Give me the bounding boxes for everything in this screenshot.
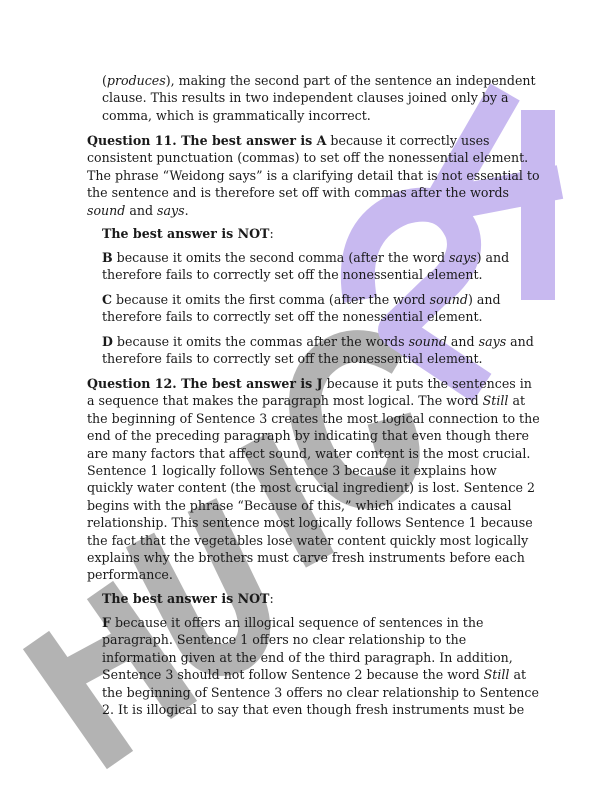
question-12-explanation: Question 12. The best answer is J because it puts the sentences in a sequence that makes the paragraph most logical. The word Still at the beginning of Sentence 3 creates the most logical connection to the end of the preceding paragraph by indicating that even though there are many factors that affect sound, water content is the most crucial. Sentence 1 logically follows Sentence 3 because it explains how quickly water content (the most crucial ingredient) is lost. Sentence 2 begins with the phrase “Because of this,” which indicates a causal relationship. This sentence most logically follows Sentence 1 because the fact that the vegetables lose water content quickly most logically explains why the brothers must carve fresh instruments before each performance.: [87, 376, 540, 583]
question-11-not-heading: The best answer is NOT:: [102, 226, 274, 241]
word-produces: produces: [106, 73, 166, 88]
option-letter: F: [102, 615, 111, 630]
question-12-option-f: F because it offers an illogical sequence of sentences in the paragraph. Sentence 1 offers no clear relationship to the information given at the end of the third paragraph. In addition, Sentence 3 should not follow Sentence 2 because the word Still at the beginning of Sentence 3 offers no clear relationship to Sentence 2. It is illogical to say that even though fresh instruments must be: [102, 615, 539, 718]
question-12-heading: Question 12. The best answer is J: [87, 376, 323, 391]
question-11-option-d: D because it omits the commas after the words sound and says and therefore fails to correctly set off the nonessential element.: [102, 334, 534, 367]
option-letter: D: [102, 334, 113, 349]
question-11-option-c: C because it omits the first comma (after the word sound) and therefore fails to correctly set off the nonessential element.: [102, 292, 501, 325]
continuation-paragraph: (produces), making the second part of the sentence an independent clause. This results in two independent clauses joined only by a comma, which is grammatically incorrect.: [102, 73, 536, 123]
question-11-explanation: Question 11. The best answer is A because it correctly uses consistent punctuation (commas) to set off the nonessential element. The phrase “Weidong says” is a clarifying detail that is not essential to the sentence and is therefore set off with commas after the words sound and says.: [87, 133, 540, 218]
option-letter: B: [102, 250, 113, 265]
question-12-not-heading: The best answer is NOT:: [102, 591, 274, 606]
question-11-option-b: B because it omits the second comma (after the word says) and therefore fails to correctly set off the nonessential element.: [102, 250, 510, 283]
question-11-heading: Question 11. The best answer is A: [87, 133, 327, 148]
option-letter: C: [102, 292, 113, 307]
